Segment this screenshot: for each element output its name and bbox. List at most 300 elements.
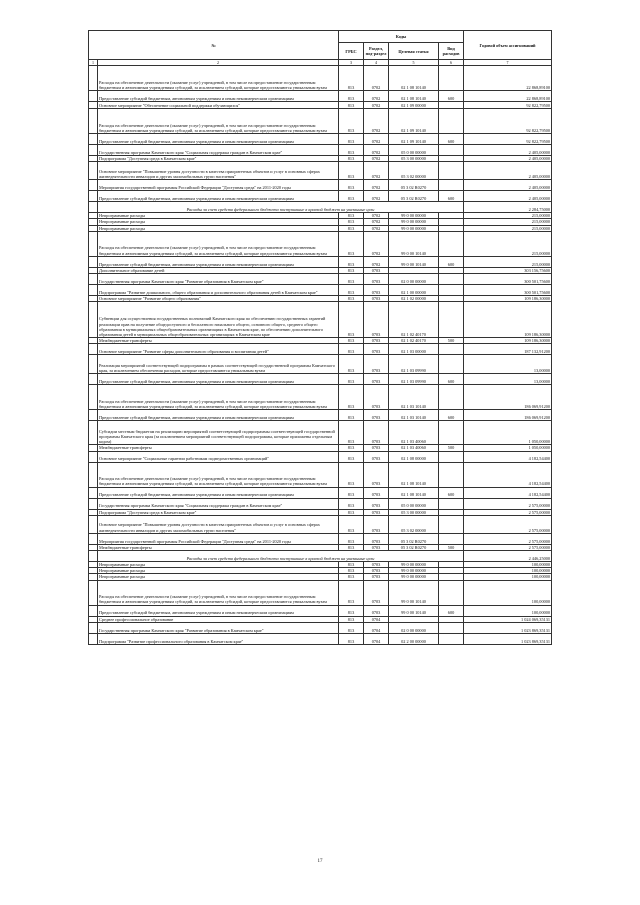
- amount-cell: 1 023 869,35131: [464, 622, 552, 633]
- row-description: Среднее профессиональное образование: [98, 616, 339, 622]
- row-description: Расходы на обеспечение деятельности (оказание услуг) учреждений, в том числе на предоставление государственным бюджетным и автономным учреждениям субсидий, за исключением субсидий, которые предоставляются уникальным вузам: [98, 385, 339, 410]
- expense-type-cell: [439, 285, 464, 296]
- target-article-cell: 02 1 08 10140: [389, 462, 439, 487]
- expense-type-cell: [439, 498, 464, 509]
- razdel-cell: 0703: [364, 487, 389, 498]
- razdel-cell: 0703: [364, 445, 389, 451]
- grbs-cell: 813: [339, 156, 364, 162]
- amount-cell: 2 405,00000: [464, 162, 552, 180]
- amount-cell: 92 822,79500: [464, 134, 552, 145]
- row-number-cell: [89, 410, 98, 421]
- target-article-cell: 05 3 02 00000: [389, 515, 439, 533]
- table-header: [89, 31, 552, 66]
- row-description: Непрограммные расходы: [98, 219, 339, 225]
- grbs-cell: 813: [339, 544, 364, 550]
- amount-cell: 22 868,89100: [464, 91, 552, 102]
- expense-type-cell: [439, 109, 464, 134]
- table-row: [89, 134, 552, 145]
- razdel-cell: 0702: [364, 145, 389, 156]
- row-description: Предоставление субсидий бюджетным, автономным учреждениям и иным некоммерческим организациям: [98, 91, 339, 102]
- header-target-article: Целевая статья: [389, 43, 439, 60]
- target-article-cell: 02 1 09 00000: [389, 102, 439, 109]
- expense-type-cell: 600: [439, 410, 464, 421]
- razdel-cell: 0703: [364, 562, 389, 568]
- grbs-cell: 813: [339, 66, 364, 91]
- target-article-cell: 05 3 02 R0270: [389, 191, 439, 202]
- expense-type-cell: [439, 344, 464, 355]
- razdel-cell: 0702: [364, 66, 389, 91]
- expense-type-cell: 600: [439, 487, 464, 498]
- razdel-cell: 0703: [364, 509, 389, 515]
- target-article-cell: 99 0 00 00000: [389, 574, 439, 580]
- amount-cell: 2 575,00000: [464, 515, 552, 533]
- target-article-cell: 05 3 02 00000: [389, 162, 439, 180]
- grbs-cell: 813: [339, 267, 364, 273]
- grbs-cell: 813: [339, 355, 364, 374]
- row-number-cell: [89, 91, 98, 102]
- header-grbs: ГРБС: [339, 43, 364, 60]
- target-article-cell: 02 1 08 10140: [389, 91, 439, 102]
- row-number-cell: [89, 622, 98, 633]
- expense-type-cell: 600: [439, 134, 464, 145]
- row-number-cell: [89, 66, 98, 91]
- row-number-cell: [89, 180, 98, 191]
- expense-type-cell: 600: [439, 605, 464, 616]
- note-text: Расходы за счет средств федерального бюджета поступившие в краевой бюджет на указанные цели: [98, 551, 464, 562]
- amount-cell: 100,00000: [464, 580, 552, 605]
- header-codes: Коды: [339, 31, 464, 43]
- target-article-cell: 99 0 00 10140: [389, 231, 439, 256]
- amount-cell: 100,00000: [464, 568, 552, 574]
- razdel-cell: 0702: [364, 162, 389, 180]
- row-number-cell: [89, 421, 98, 445]
- row-number-cell: [89, 551, 98, 562]
- expense-type-cell: 600: [439, 256, 464, 267]
- amount-cell: 2 575,00000: [464, 498, 552, 509]
- row-description: Реализация мероприятий соответствующей подпрограммы в рамках соответствующей государственной программы Камчатского края, за исключением обеспечения расходов, которые предоставляются уникальным вузам: [98, 355, 339, 374]
- budget-table: [88, 30, 552, 645]
- row-description: Расходы на обеспечение деятельности (оказание услуг) учреждений, в том числе на предоставление государственным бюджетным и автономным учреждениям субсидий, за исключением субсидий, которые предоставляются уникальным вузам: [98, 66, 339, 91]
- column-number: 3: [339, 60, 364, 66]
- row-number-cell: [89, 109, 98, 134]
- amount-cell: 2 575,00000: [464, 533, 552, 544]
- amount-cell: 1 050,00000: [464, 445, 552, 451]
- grbs-cell: 813: [339, 180, 364, 191]
- grbs-cell: 813: [339, 219, 364, 225]
- amount-cell: 13,00000: [464, 374, 552, 385]
- row-description: Государственная программа Камчатского края "Развитие образования в Камчатском крае": [98, 622, 339, 633]
- razdel-cell: 0703: [364, 515, 389, 533]
- razdel-cell: 0702: [364, 109, 389, 134]
- table-row: [89, 385, 552, 410]
- table-row: [89, 374, 552, 385]
- grbs-cell: 813: [339, 285, 364, 296]
- expense-type-cell: [439, 102, 464, 109]
- target-article-cell: 02 1 03 09990: [389, 374, 439, 385]
- table-row: [89, 605, 552, 616]
- table-row: [89, 91, 552, 102]
- amount-cell: 215,00000: [464, 213, 552, 219]
- razdel-cell: 0703: [364, 462, 389, 487]
- grbs-cell: 813: [339, 574, 364, 580]
- amount-cell: 1 023 869,35131: [464, 633, 552, 644]
- razdel-cell: 0702: [364, 231, 389, 256]
- row-description: Подпрограмма "Развитие профессионального образования в Камчатском крае": [98, 633, 339, 644]
- note-text: Расходы за счет средств федерального бюджета поступившие в краевой бюджет на указанные цели: [98, 202, 464, 213]
- header-num: №: [89, 31, 339, 60]
- grbs-cell: 813: [339, 445, 364, 451]
- amount-cell: 2 405,00000: [464, 180, 552, 191]
- row-number-cell: [89, 355, 98, 374]
- target-article-cell: 02 1 09 10140: [389, 134, 439, 145]
- target-article-cell: 02 1 02 40170: [389, 302, 439, 338]
- row-number-cell: [89, 605, 98, 616]
- grbs-cell: 813: [339, 231, 364, 256]
- razdel-cell: 0703: [364, 355, 389, 374]
- grbs-cell: 813: [339, 568, 364, 574]
- expense-type-cell: 500: [439, 338, 464, 344]
- row-description: Основное мероприятие "Социальные гарантии работникам подведомственных организаций": [98, 451, 339, 462]
- expense-type-cell: [439, 180, 464, 191]
- amount-cell: 215,00000: [464, 231, 552, 256]
- target-article-cell: 02 1 02 40170: [389, 338, 439, 344]
- grbs-cell: 813: [339, 622, 364, 633]
- amount-cell: 2 575,00000: [464, 544, 552, 550]
- razdel-cell: 0703: [364, 451, 389, 462]
- grbs-cell: 813: [339, 102, 364, 109]
- grbs-cell: 813: [339, 410, 364, 421]
- column-number: 5: [389, 60, 439, 66]
- razdel-cell: 0702: [364, 102, 389, 109]
- row-description: Предоставление субсидий бюджетным, автономным учреждениям и иным некоммерческим организациям: [98, 256, 339, 267]
- target-article-cell: 99 0 00 10140: [389, 580, 439, 605]
- table-row: [89, 622, 552, 633]
- row-number-cell: [89, 134, 98, 145]
- table-row: [89, 487, 552, 498]
- row-number-cell: [89, 102, 98, 109]
- expense-type-cell: [439, 162, 464, 180]
- razdel-cell: 0703: [364, 374, 389, 385]
- grbs-cell: 813: [339, 134, 364, 145]
- column-number: 4: [364, 60, 389, 66]
- table-row: [89, 102, 552, 109]
- row-description: Непрограммные расходы: [98, 562, 339, 568]
- target-article-cell: 99 0 00 00000: [389, 219, 439, 225]
- razdel-cell: 0703: [364, 568, 389, 574]
- header-razdel: Раздел, под-раздел: [364, 43, 389, 60]
- expense-type-cell: [439, 622, 464, 633]
- razdel-cell: 0703: [364, 605, 389, 616]
- amount-cell: 100,00000: [464, 605, 552, 616]
- row-description: Межбюджетные трансферты: [98, 544, 339, 550]
- target-article-cell: 02 0 00 00000: [389, 622, 439, 633]
- grbs-cell: 813: [339, 487, 364, 498]
- razdel-cell: 0703: [364, 580, 389, 605]
- expense-type-cell: [439, 515, 464, 533]
- target-article-cell: 02 1 02 00000: [389, 296, 439, 302]
- table-row: [89, 145, 552, 156]
- expense-type-cell: 600: [439, 91, 464, 102]
- grbs-cell: 813: [339, 451, 364, 462]
- note-row: [89, 551, 552, 562]
- expense-type-cell: [439, 145, 464, 156]
- razdel-cell: 0703: [364, 410, 389, 421]
- row-description: Основное мероприятие "Развитие сферы дополнительного образования и воспитания детей": [98, 344, 339, 355]
- table-body: [89, 66, 552, 645]
- razdel-cell: 0702: [364, 219, 389, 225]
- expense-type-cell: [439, 355, 464, 374]
- amount-cell: 187 132,91200: [464, 344, 552, 355]
- row-number-cell: [89, 162, 98, 180]
- expense-type-cell: [439, 274, 464, 285]
- amount-cell: 109 186,30000: [464, 302, 552, 338]
- row-description: Подпрограмма "Развитие дошкольного, общего образования и дополнительного образования детей в Камчатском крае": [98, 285, 339, 296]
- razdel-cell: 0704: [364, 633, 389, 644]
- amount-cell: 109 186,30000: [464, 296, 552, 302]
- amount-cell: 4 182,54400: [464, 487, 552, 498]
- table-row: [89, 344, 552, 355]
- row-description: Расходы на обеспечение деятельности (оказание услуг) учреждений, в том числе на предоставление государственным бюджетным и автономным учреждениям субсидий, за исключением субсидий, которые предоставляются уникальным вузам: [98, 109, 339, 134]
- amount-cell: 100,00000: [464, 574, 552, 580]
- expense-type-cell: [439, 533, 464, 544]
- column-number: 7: [464, 60, 552, 66]
- amount-cell: 1 024 069,35131: [464, 616, 552, 622]
- table-row: [89, 421, 552, 445]
- amount-cell: 109 186,30000: [464, 338, 552, 344]
- table-row: [89, 302, 552, 338]
- grbs-cell: 813: [339, 145, 364, 156]
- table-row: [89, 515, 552, 533]
- table-row: [89, 355, 552, 374]
- row-description: Субсидии местным бюджетам на реализацию мероприятий соответствующей подпрограммы соответствующей государственной программы Камчатского края (за исключением мероприятий соответствующей подпрограммы, которые приложены отдельным кодом): [98, 421, 339, 445]
- grbs-cell: 813: [339, 421, 364, 445]
- amount-cell: 2 405,00000: [464, 156, 552, 162]
- row-description: Предоставление субсидий бюджетным, автономным учреждениям и иным некоммерческим организациям: [98, 374, 339, 385]
- row-number-cell: [89, 231, 98, 256]
- razdel-cell: 0703: [364, 385, 389, 410]
- target-article-cell: 99 0 00 00000: [389, 568, 439, 574]
- grbs-cell: 813: [339, 498, 364, 509]
- table-row: [89, 66, 552, 91]
- razdel-cell: 0703: [364, 344, 389, 355]
- grbs-cell: 813: [339, 344, 364, 355]
- razdel-cell: 0704: [364, 622, 389, 633]
- razdel-cell: 0703: [364, 285, 389, 296]
- amount-cell: 215,00000: [464, 219, 552, 225]
- row-description: Межбюджетные трансферты: [98, 445, 339, 451]
- table-row: [89, 410, 552, 421]
- razdel-cell: 0702: [364, 256, 389, 267]
- grbs-cell: 813: [339, 302, 364, 338]
- table-row: [89, 533, 552, 544]
- row-description: Государственная программа Камчатского края "Социальная поддержка граждан в Камчатском крае": [98, 498, 339, 509]
- amount-cell: 22 868,89100: [464, 66, 552, 91]
- target-article-cell: 02 1 00 00000: [389, 285, 439, 296]
- row-number-cell: [89, 498, 98, 509]
- grbs-cell: 813: [339, 109, 364, 134]
- grbs-cell: 813: [339, 374, 364, 385]
- target-article-cell: 05 0 00 00000: [389, 145, 439, 156]
- row-number-cell: [89, 374, 98, 385]
- row-description: Основное мероприятие "Обеспечение социальной поддержки обучающихся": [98, 102, 339, 109]
- razdel-cell: 0702: [364, 191, 389, 202]
- razdel-cell: 0702: [364, 213, 389, 219]
- razdel-cell: 0703: [364, 533, 389, 544]
- grbs-cell: 813: [339, 191, 364, 202]
- grbs-cell: 813: [339, 162, 364, 180]
- amount-cell: 4 182,54400: [464, 462, 552, 487]
- expense-type-cell: [439, 462, 464, 487]
- razdel-cell: 0703: [364, 421, 389, 445]
- row-description: Мероприятия государственной программы Российской Федерации "Доступная среда" на 2011-2020 годы: [98, 180, 339, 191]
- expense-type-cell: [439, 231, 464, 256]
- amount-cell: 2 446,25000: [464, 551, 552, 562]
- expense-type-cell: [439, 451, 464, 462]
- grbs-cell: 813: [339, 296, 364, 302]
- row-description: Предоставление субсидий бюджетным, автономным учреждениям и иным некоммерческим организациям: [98, 605, 339, 616]
- row-description: Основное мероприятие "Развитие общего образования": [98, 296, 339, 302]
- amount-cell: 303 156,75600: [464, 267, 552, 273]
- amount-cell: 215,00000: [464, 256, 552, 267]
- target-article-cell: 05 0 00 00000: [389, 498, 439, 509]
- grbs-cell: 813: [339, 633, 364, 644]
- row-description: Непрограммные расходы: [98, 574, 339, 580]
- row-description: Межбюджетные трансферты: [98, 338, 339, 344]
- row-description: Подпрограмма "Доступная среда в Камчатском крае": [98, 509, 339, 515]
- razdel-cell: 0702: [364, 91, 389, 102]
- table-row: [89, 162, 552, 180]
- target-article-cell: 05 3 02 R0270: [389, 533, 439, 544]
- razdel-cell: 0703: [364, 302, 389, 338]
- razdel-cell: 0703: [364, 544, 389, 550]
- target-article-cell: 02 1 08 00000: [389, 451, 439, 462]
- razdel-cell: 0702: [364, 156, 389, 162]
- expense-type-cell: [439, 66, 464, 91]
- expense-type-cell: 500: [439, 544, 464, 550]
- expense-type-cell: [439, 421, 464, 445]
- grbs-cell: 813: [339, 462, 364, 487]
- grbs-cell: 813: [339, 509, 364, 515]
- razdel-cell: 0703: [364, 338, 389, 344]
- target-article-cell: 99 0 00 00000: [389, 213, 439, 219]
- row-number-cell: [89, 202, 98, 213]
- table-row: [89, 274, 552, 285]
- row-number-cell: [89, 385, 98, 410]
- page-number: 17: [317, 859, 323, 864]
- target-article-cell: 02 1 03 40060: [389, 421, 439, 445]
- row-description: Государственная программа Камчатского края "Развитие образования в Камчатском крае": [98, 274, 339, 285]
- target-article-cell: 05 3 02 R0270: [389, 180, 439, 191]
- row-description: Предоставление субсидий бюджетным, автономным учреждениям и иным некоммерческим организациям: [98, 487, 339, 498]
- row-number-cell: [89, 285, 98, 296]
- row-number-cell: [89, 344, 98, 355]
- row-number-cell: [89, 191, 98, 202]
- amount-cell: 186 069,91200: [464, 410, 552, 421]
- note-row: [89, 202, 552, 213]
- row-description: Непрограммные расходы: [98, 568, 339, 574]
- razdel-cell: 0703: [364, 296, 389, 302]
- grbs-cell: 813: [339, 580, 364, 605]
- grbs-cell: 813: [339, 562, 364, 568]
- amount-cell: 92 822,79500: [464, 109, 552, 134]
- razdel-cell: 0704: [364, 616, 389, 622]
- target-article-cell: 02 2 00 00000: [389, 633, 439, 644]
- target-article-cell: 99 0 00 00000: [389, 562, 439, 568]
- row-description: Основное мероприятие "Повышение уровня доступности в качества приоритетных объектов и услуг в основных сферах жизнедеятельности инвалидов и других маломобильных групп населения": [98, 162, 339, 180]
- grbs-cell: 813: [339, 274, 364, 285]
- razdel-cell: 0702: [364, 180, 389, 191]
- razdel-cell: 0702: [364, 225, 389, 231]
- amount-cell: 92 822,79500: [464, 102, 552, 109]
- grbs-cell: 813: [339, 605, 364, 616]
- table-row: [89, 462, 552, 487]
- amount-cell: 300 501,75600: [464, 274, 552, 285]
- row-number-cell: [89, 302, 98, 338]
- grbs-cell: 813: [339, 256, 364, 267]
- razdel-cell: 0703: [364, 274, 389, 285]
- table-row: [89, 633, 552, 644]
- amount-cell: 215,00000: [464, 225, 552, 231]
- expense-type-cell: [439, 302, 464, 338]
- grbs-cell: 813: [339, 616, 364, 622]
- grbs-cell: 813: [339, 213, 364, 219]
- target-article-cell: 02 1 03 40060: [389, 445, 439, 451]
- target-article-cell: 02 1 08 10140: [389, 66, 439, 91]
- row-number-cell: [89, 274, 98, 285]
- target-article-cell: 05 3 00 00000: [389, 509, 439, 515]
- amount-cell: 2 405,00000: [464, 145, 552, 156]
- razdel-cell: 0702: [364, 134, 389, 145]
- table-row: [89, 580, 552, 605]
- row-description: Предоставление субсидий бюджетным, автономным учреждениям и иным некоммерческим организациям: [98, 134, 339, 145]
- expense-type-cell: [439, 385, 464, 410]
- expense-type-cell: [439, 633, 464, 644]
- row-description: Предоставление субсидий бюджетным, автономным учреждениям и иным некоммерческим организациям: [98, 410, 339, 421]
- target-article-cell: 02 1 03 10140: [389, 410, 439, 421]
- target-article-cell: 99 0 00 10140: [389, 256, 439, 267]
- row-description: Основное мероприятие "Повышение уровня доступности в качества приоритетных объектов и услуг в основных сферах жизнедеятельности инвалидов и других маломобильных групп населения": [98, 515, 339, 533]
- row-number-cell: [89, 533, 98, 544]
- razdel-cell: 0703: [364, 574, 389, 580]
- column-number: 1: [89, 60, 98, 66]
- row-number-cell: [89, 462, 98, 487]
- row-description: Субвенции для осуществления государственных полномочий Камчатского края по обеспечению государственных гарантий реализации прав на получение общедоступного и бесплатного начального общего, основного общего, среднего общего образования в муниципальных общеобразовательных организациях в Камчатском крае, по обеспечению дополнительного образования детей в муниципальных общеобразовательных организациях в Камчатском крае: [98, 302, 339, 338]
- row-number-cell: [89, 145, 98, 156]
- row-description: Непрограммные расходы: [98, 213, 339, 219]
- row-description: Подпрограмма "Доступная среда в Камчатском крае": [98, 156, 339, 162]
- razdel-cell: 0703: [364, 267, 389, 273]
- table-row: [89, 498, 552, 509]
- row-number-cell: [89, 633, 98, 644]
- amount-cell: 186 069,91200: [464, 385, 552, 410]
- row-description: Предоставление субсидий бюджетным, автономным учреждениям и иным некоммерческим организациям: [98, 191, 339, 202]
- target-article-cell: 99 0 00 00000: [389, 225, 439, 231]
- target-article-cell: 99 0 00 10140: [389, 605, 439, 616]
- target-article-cell: 02 1 03 10140: [389, 385, 439, 410]
- amount-cell: 100,00000: [464, 562, 552, 568]
- row-number-cell: [89, 580, 98, 605]
- column-number: 6: [439, 60, 464, 66]
- header-expense-type: Вид расходов: [439, 43, 464, 60]
- row-number-cell: [89, 487, 98, 498]
- amount-cell: 2 405,00000: [464, 191, 552, 202]
- row-number-cell: [89, 515, 98, 533]
- grbs-cell: 813: [339, 338, 364, 344]
- grbs-cell: 813: [339, 515, 364, 533]
- row-description: Государственная программа Камчатского края "Социальная поддержка граждан в Камчатском крае": [98, 145, 339, 156]
- expense-type-cell: 500: [439, 445, 464, 451]
- table-row: [89, 180, 552, 191]
